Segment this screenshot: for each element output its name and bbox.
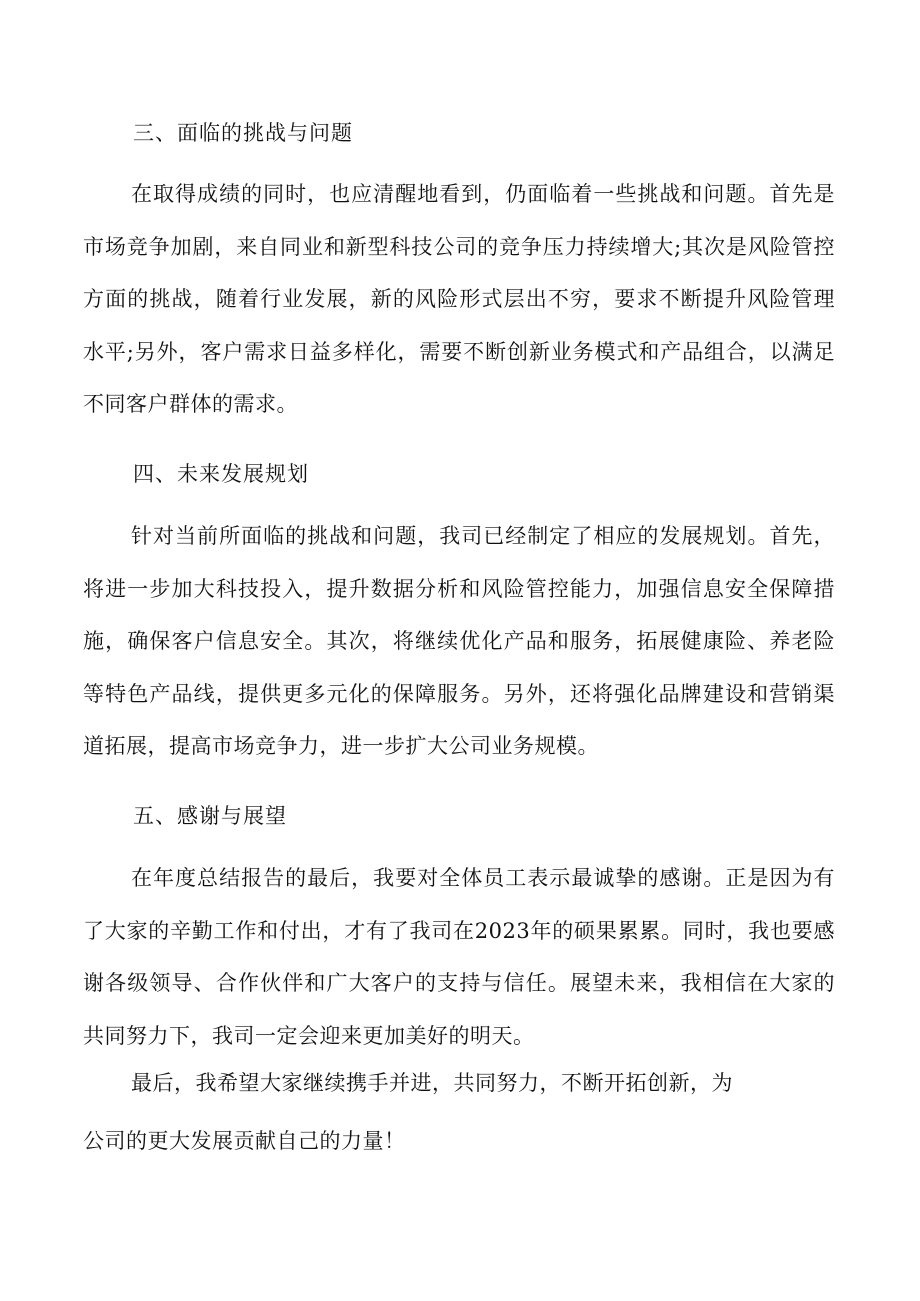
section-4-heading: 四、未来发展规划 <box>133 462 309 486</box>
section-5-heading: 五、感谢与展望 <box>133 804 287 828</box>
section-4-paragraph: 针对当前所面临的挑战和问题，我司已经制定了相应的发展规划。首先，将进一步加大科技投入，提升数据分析和风险管控能力，加强信息安全保障措施，确保客户信息安全。其次，将继续优化产品和服务，拓展健康险、养老险等特色产品线，提供更多元化的保障服务。另外，还将强化品牌建设和营销渠道拓展，提高市场竞争力，进一步扩大公司业务规模。 <box>83 524 835 758</box>
section-3-heading: 三、面临的挑战与问题 <box>133 121 353 145</box>
section-3-paragraph: 在取得成绩的同时，也应清醒地看到，仍面临着一些挑战和问题。首先是市场竞争加剧，来自同业和新型科技公司的竞争压力持续增大;其次是风险管控方面的挑战，随着行业发展，新的风险形式层出不穷，要求不断提升风险管理水平;另外，客户需求日益多样化，需要不断创新业务模式和产品组合，以满足不同客户群体的需求。 <box>83 182 835 416</box>
closing-line-2: 公司的更大发展贡献自己的力量！ <box>83 1129 406 1153</box>
closing-line-1: 最后，我希望大家继续携手并进，共同努力，不断开拓创新，为 <box>131 1071 733 1095</box>
section-5-paragraph: 在年度总结报告的最后，我要对全体员工表示最诚挚的感谢。正是因为有了大家的辛勤工作和付出，才有了我司在2023年的硕果累累。同时，我也要感谢各级领导、合作伙伴和广大客户的支持与信任。展望未来，我相信在大家的共同努力下，我司一定会迎来更加美好的明天。 <box>83 866 835 1048</box>
